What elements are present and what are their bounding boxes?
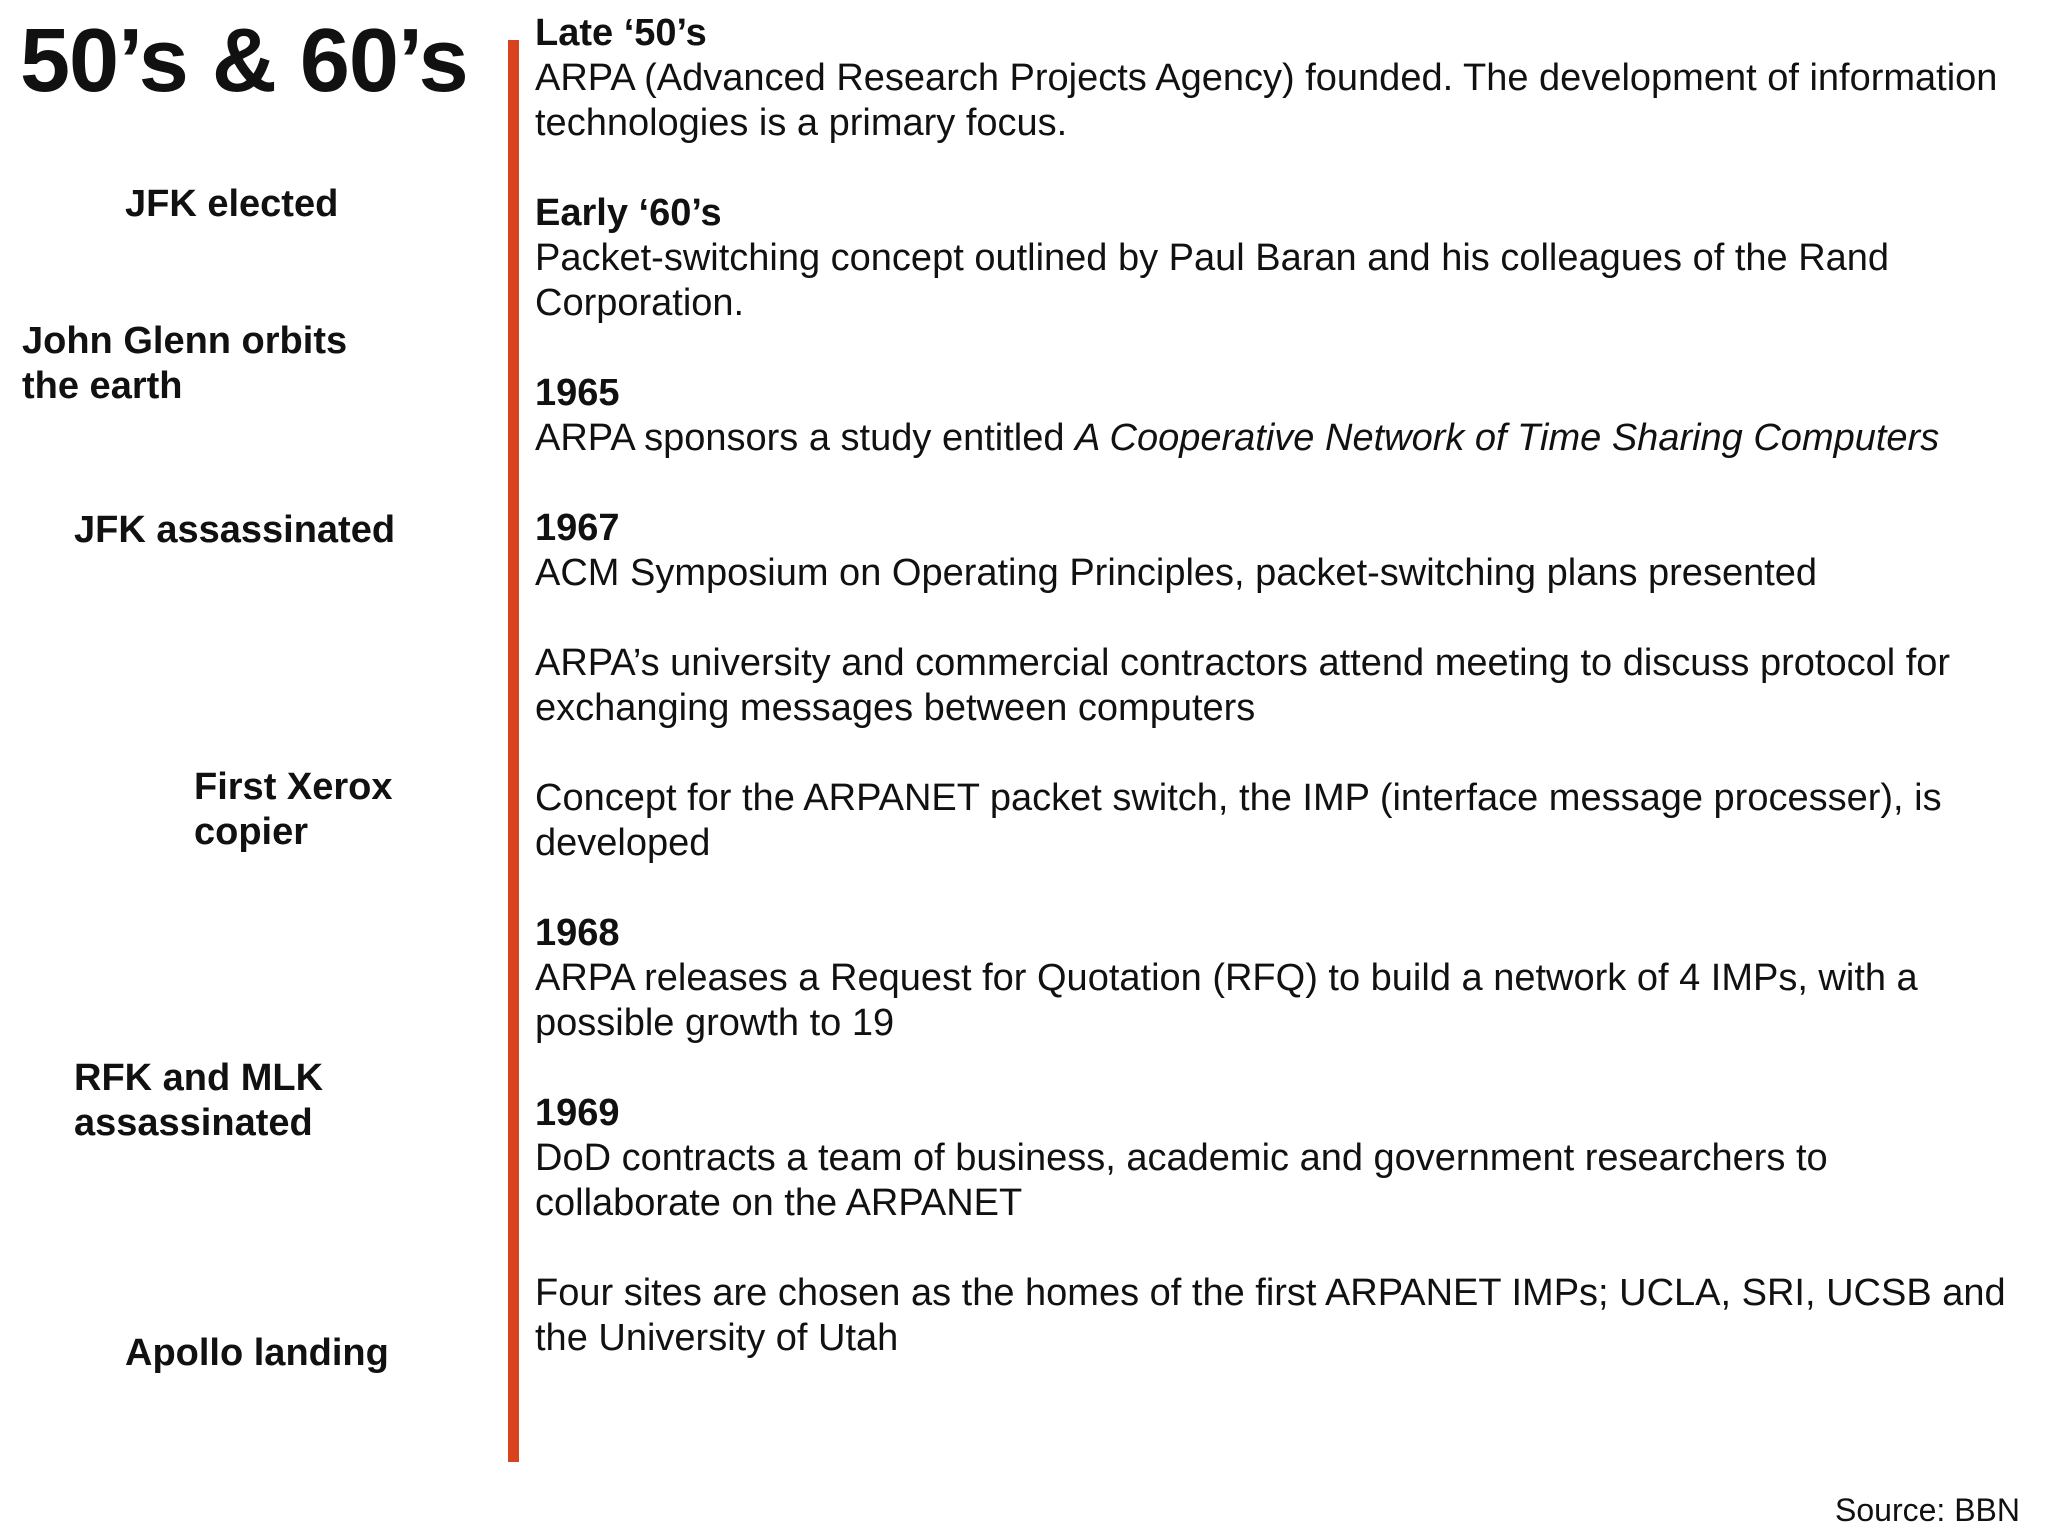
entry-text: Concept for the ARPANET packet switch, the IMP (interface message processer), is developed bbox=[535, 777, 1942, 864]
entry-text: ACM Symposium on Operating Principles, packet-switching plans presented bbox=[535, 552, 1818, 594]
timeline-entry bbox=[535, 1091, 2015, 1226]
entry-period: Late ‘50’s bbox=[535, 12, 707, 54]
entry-text: ARPA’s university and commercial contractors attend meeting to discuss protocol for exchanging messages between computers bbox=[535, 642, 1951, 729]
side-event-apollo-landing: Apollo landing bbox=[125, 1332, 389, 1374]
entry-period: 1965 bbox=[535, 372, 620, 414]
entry-period: 1967 bbox=[535, 507, 620, 549]
timeline-entry bbox=[535, 506, 2015, 596]
side-event-john-glenn: John Glenn orbits the earth bbox=[22, 320, 348, 407]
timeline-entry bbox=[535, 641, 2015, 731]
timeline-line bbox=[508, 40, 519, 1462]
entry-text: Four sites are chosen as the homes of the first ARPANET IMPs; UCLA, SRI, UCSB and the University of Utah bbox=[535, 1272, 2006, 1359]
entry-text: ARPA releases a Request for Quotation (RFQ) to build a network of 4 IMPs, with a possible growth to 19 bbox=[535, 957, 1918, 1044]
entry-period: Early ‘60’s bbox=[535, 192, 722, 234]
entry-text: ARPA sponsors a study entitled bbox=[535, 417, 1076, 459]
timeline-entry bbox=[535, 1271, 2015, 1361]
entry-text: DoD contracts a team of business, academic and government researchers to collaborate on the ARPANET bbox=[535, 1137, 1828, 1224]
entry-period: 1968 bbox=[535, 912, 620, 954]
study-title: A Cooperative Network of Time Sharing Computers bbox=[1075, 417, 1940, 459]
timeline-entry bbox=[535, 191, 2015, 326]
side-event-jfk-assassinated: JFK assassinated bbox=[74, 509, 396, 551]
timeline-entry bbox=[535, 776, 2015, 866]
page-title: 50’s & 60’s bbox=[20, 11, 468, 111]
side-event-jfk-elected: JFK elected bbox=[125, 183, 339, 225]
entry-text-wrapper bbox=[535, 416, 2015, 461]
entry-period: 1969 bbox=[535, 1092, 620, 1134]
side-event-rfk-mlk: RFK and MLK assassinated bbox=[74, 1057, 324, 1144]
timeline-entry bbox=[535, 371, 2015, 461]
source-credit: Source: BBN bbox=[1835, 1492, 2020, 1528]
side-event-xerox-copier: First Xerox copier bbox=[194, 766, 393, 853]
entry-text: ARPA (Advanced Research Projects Agency) founded. The development of information technologies is a primary focus. bbox=[535, 57, 1998, 144]
entry-text: Packet-switching concept outlined by Paul Baran and his colleagues of the Rand Corporation. bbox=[535, 237, 1890, 324]
timeline-entry bbox=[535, 911, 2015, 1046]
timeline-entry bbox=[535, 11, 2015, 146]
